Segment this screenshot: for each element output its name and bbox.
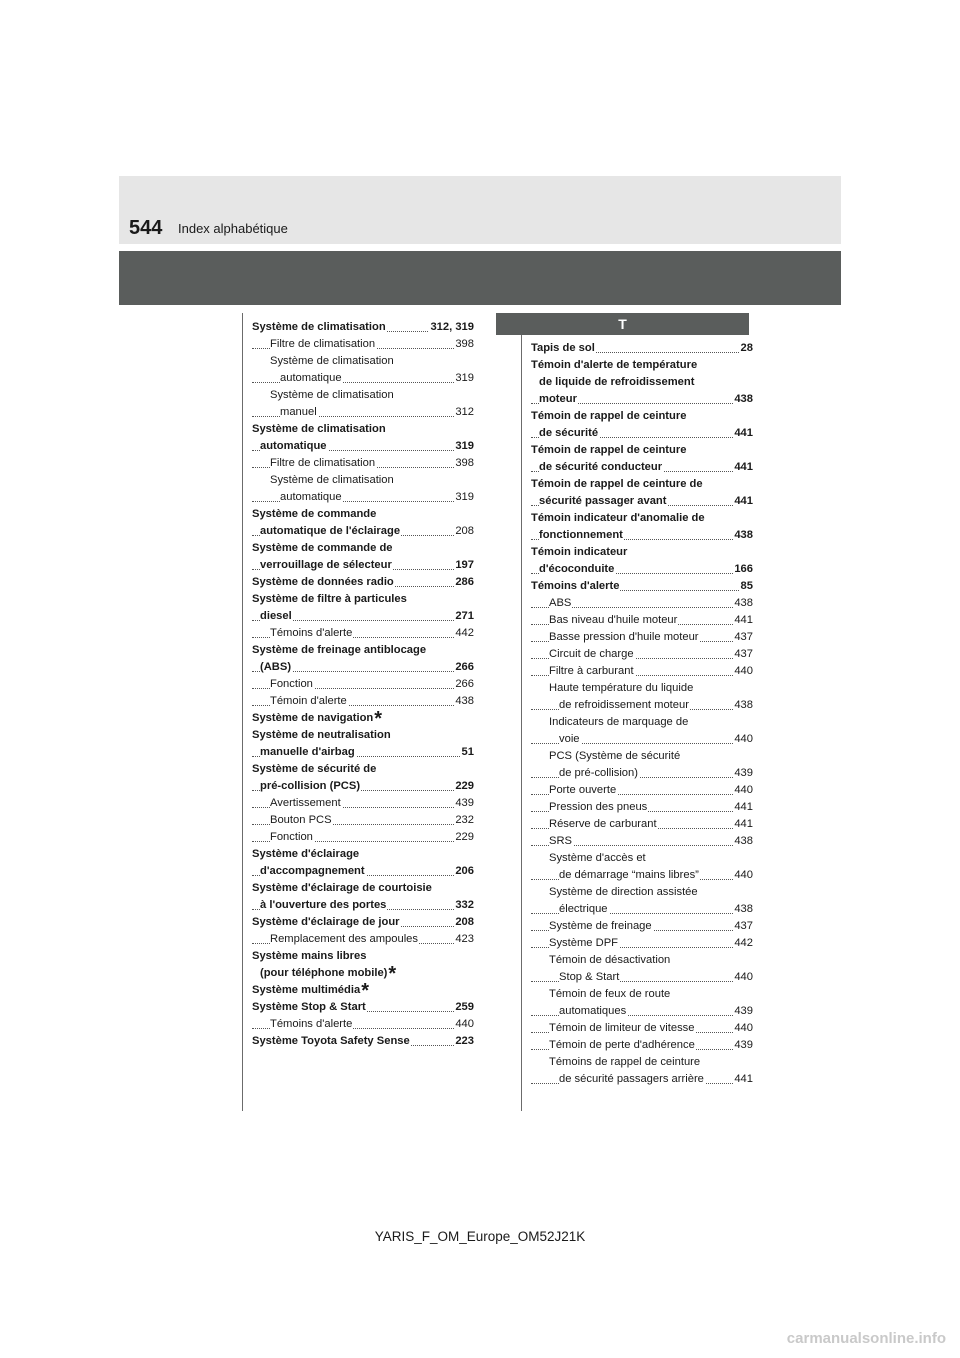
index-page-number: 441 [733, 612, 753, 629]
index-entry-text: Fonction [270, 678, 313, 690]
index-entry [531, 646, 753, 663]
index-entry [531, 357, 753, 374]
index-page-number: 223 [454, 1033, 474, 1050]
index-page-number: 440 [733, 969, 753, 986]
index-entry-text: Système de freinage [549, 920, 652, 932]
index-entry [531, 850, 753, 867]
index-entry [252, 625, 474, 642]
index-page-number: 206 [454, 863, 474, 880]
index-entry [531, 833, 753, 850]
index-entry-text: Filtre de climatisation [270, 457, 376, 469]
index-entry-text: Système Stop & Start [252, 1001, 366, 1013]
index-entry [531, 969, 753, 986]
index-entry-text: Remplacement des ampoules [270, 933, 418, 945]
index-entry-text: PCS (Système de sécurité [549, 750, 681, 762]
index-page-number: 442 [733, 935, 753, 952]
index-page-number: 259 [454, 999, 474, 1016]
index-page-number: 438 [733, 833, 753, 850]
index-entry-text: Basse pression d'huile moteur [549, 631, 699, 643]
index-entry [531, 595, 753, 612]
index-page-number: 441 [733, 816, 753, 833]
index-entry [531, 476, 753, 493]
index-entry [252, 642, 474, 659]
index-entry-text: verrouillage de sélecteur [260, 559, 392, 571]
index-entry [252, 693, 474, 710]
index-entry-text: Bas niveau d'huile moteur [549, 614, 678, 626]
index-entry-text: Témoin de rappel de ceinture [531, 410, 687, 422]
index-entry-text: Système de données radio [252, 576, 394, 588]
index-entry [531, 714, 753, 731]
index-entry-text: Réserve de carburant [549, 818, 657, 830]
index-entry-text: Pression des pneus [549, 801, 648, 813]
index-entry [252, 710, 474, 727]
index-entry-text: Système de climatisation [270, 355, 394, 367]
index-page-number: 442 [454, 625, 474, 642]
index-entry [252, 319, 474, 336]
index-entry [531, 1054, 753, 1071]
index-entry [252, 948, 474, 965]
middle-column-rule [521, 313, 522, 1111]
index-entry-text: de sécurité conducteur [539, 461, 663, 473]
index-entry-text: Système de climatisation [252, 423, 386, 435]
index-page-number: 319 [454, 370, 474, 387]
index-page-number: 208 [454, 914, 474, 931]
footnote-star: * [374, 710, 383, 727]
index-entry-text: Témoin de désactivation [549, 954, 671, 966]
index-entry-text: manuel [280, 406, 317, 418]
index-page-number: 438 [733, 595, 753, 612]
left-index-column [252, 319, 474, 1050]
index-entry-text: Système de sécurité de [252, 763, 377, 775]
index-entry [531, 612, 753, 629]
left-column-rule [242, 313, 243, 1111]
index-entry [252, 506, 474, 523]
section-title: Index alphabétique [178, 221, 288, 236]
index-entry [531, 391, 753, 408]
index-entry-text: Système mains libres [252, 950, 367, 962]
index-entry-text: Fonction [270, 831, 313, 843]
index-entry [531, 799, 753, 816]
index-page-number: 441 [733, 493, 753, 510]
index-entry [531, 748, 753, 765]
index-entry-text: ABS [549, 597, 572, 609]
index-page-number: 312 [454, 404, 474, 421]
index-entry-text: à l'ouverture des portes [260, 899, 387, 911]
index-page-number: 229 [454, 829, 474, 846]
index-entry [252, 829, 474, 846]
index-entry-text: de sécurité [539, 427, 599, 439]
index-entry [252, 523, 474, 540]
index-entry-text: Témoin de limiteur de vitesse [549, 1022, 695, 1034]
index-entry [531, 663, 753, 680]
index-entry [252, 778, 474, 795]
index-page-number: 423 [454, 931, 474, 948]
index-page-number: 440 [733, 867, 753, 884]
index-entry [531, 425, 753, 442]
index-entry-text: Système d'éclairage [252, 848, 360, 860]
index-entry-text: Témoin indicateur [531, 546, 628, 558]
index-page-number: 440 [733, 663, 753, 680]
index-page-number: 440 [733, 731, 753, 748]
index-entry-text: Circuit de charge [549, 648, 634, 660]
index-entry-text: Témoins d'alerte [531, 580, 620, 592]
index-entry-text: Témoin de rappel de ceinture de [531, 478, 703, 490]
index-entry-text: (pour téléphone mobile) [260, 967, 388, 979]
index-entry [531, 986, 753, 1003]
index-entry [531, 578, 753, 595]
index-page-number: 439 [454, 795, 474, 812]
index-entry [531, 680, 753, 697]
index-page-number: 440 [454, 1016, 474, 1033]
index-entry-text: automatique de l'éclairage [260, 525, 401, 537]
index-page-number: 441 [733, 799, 753, 816]
index-entry [252, 540, 474, 557]
index-page-number: 232 [454, 812, 474, 829]
index-page-number: 332 [454, 897, 474, 914]
watermark: carmanualsonline.info [786, 1330, 946, 1347]
index-entry-text: Système d'éclairage de jour [252, 916, 400, 928]
index-entry [531, 408, 753, 425]
index-entry-text: Système de filtre à particules [252, 593, 407, 605]
index-page-number: 319 [454, 438, 474, 455]
index-entry [252, 676, 474, 693]
index-entry [531, 1020, 753, 1037]
index-entry-text: Système de navigation [252, 712, 374, 724]
index-entry [252, 982, 474, 999]
index-entry-text: Témoin de perte d'adhérence [549, 1039, 695, 1051]
index-entry [252, 387, 474, 404]
index-entry [252, 1033, 474, 1050]
index-entry-text: Stop & Start [559, 971, 620, 983]
index-page-number: 438 [733, 697, 753, 714]
index-page-number: 229 [454, 778, 474, 795]
right-index-column [531, 340, 753, 1088]
index-entry-text: Témoin de rappel de ceinture [531, 444, 687, 456]
index-entry [531, 629, 753, 646]
index-entry-text: pré-collision (PCS) [260, 780, 361, 792]
header-dark-band [119, 251, 841, 305]
index-entry [531, 493, 753, 510]
index-entry [531, 782, 753, 799]
index-entry-text: Bouton PCS [270, 814, 332, 826]
index-entry-text: Système DPF [549, 937, 619, 949]
index-page-number: 437 [733, 646, 753, 663]
index-entry [252, 846, 474, 863]
index-entry [531, 952, 753, 969]
index-entry [252, 574, 474, 591]
index-entry [252, 438, 474, 455]
index-entry [531, 544, 753, 561]
index-page-number: 441 [733, 459, 753, 476]
index-entry-text: d'accompagnement [260, 865, 365, 877]
index-entry-text: Système de climatisation [252, 321, 386, 333]
index-entry [531, 765, 753, 782]
index-page-number: 85 [740, 578, 753, 595]
index-entry-text: Système de freinage antiblocage [252, 644, 427, 656]
index-entry-text: de sécurité passagers arrière [559, 1073, 704, 1085]
index-entry-text: voie [559, 733, 580, 745]
index-entry-text: Indicateurs de marquage de [549, 716, 689, 728]
index-page-number: 441 [733, 425, 753, 442]
index-page-number: 398 [454, 336, 474, 353]
index-entry [531, 510, 753, 527]
index-entry [531, 1003, 753, 1020]
index-entry [252, 795, 474, 812]
index-entry [252, 659, 474, 676]
letter-heading: T [496, 313, 749, 335]
index-page-number: 398 [454, 455, 474, 472]
index-entry [531, 867, 753, 884]
index-entry-text: Système de climatisation [270, 474, 394, 486]
index-entry [252, 931, 474, 948]
index-page-number: 438 [733, 391, 753, 408]
index-entry [531, 340, 753, 357]
index-entry [531, 935, 753, 952]
index-entry-text: Porte ouverte [549, 784, 617, 796]
index-page-number: 438 [733, 901, 753, 918]
index-entry-text: de pré-collision) [559, 767, 638, 779]
index-entry-text: Témoin d'alerte [270, 695, 347, 707]
index-entry-text: Système d'accès et [549, 852, 646, 864]
index-page-number: 51 [461, 744, 474, 761]
index-entry [252, 761, 474, 778]
index-entry [531, 918, 753, 935]
index-entry-text: Système de neutralisation [252, 729, 391, 741]
index-entry [252, 353, 474, 370]
index-entry-text: (ABS) [260, 661, 292, 673]
index-entry-text: automatique [280, 491, 342, 503]
index-entry [531, 731, 753, 748]
index-entry [252, 404, 474, 421]
footnote-star: * [361, 982, 370, 999]
index-entry [252, 1016, 474, 1033]
index-page-number: 166 [733, 561, 753, 578]
index-entry [252, 812, 474, 829]
index-entry-text: Avertissement [270, 797, 341, 809]
index-page-number: 286 [454, 574, 474, 591]
index-entry [252, 914, 474, 931]
index-entry [531, 816, 753, 833]
footer-document-code: YARIS_F_OM_Europe_OM52J21K [374, 1229, 586, 1244]
index-entry-text: de démarrage “mains libres” [559, 869, 699, 881]
index-entry-text: Système multimédia [252, 984, 361, 996]
index-entry [531, 901, 753, 918]
index-entry [252, 744, 474, 761]
index-page-number: 439 [733, 1037, 753, 1054]
index-page-number: 441 [733, 1071, 753, 1088]
index-entry-text: Témoin de feux de route [549, 988, 671, 1000]
index-entry [252, 965, 474, 982]
index-entry [252, 472, 474, 489]
index-entry-text: électrique [559, 903, 608, 915]
index-entry [531, 442, 753, 459]
index-page-number: 266 [454, 676, 474, 693]
index-page-number: 319 [454, 489, 474, 506]
index-entry [531, 697, 753, 714]
index-entry [252, 727, 474, 744]
index-entry [252, 999, 474, 1016]
index-entry [252, 455, 474, 472]
index-entry-text: Système Toyota Safety Sense [252, 1035, 410, 1047]
index-page-number: 312, 319 [429, 319, 474, 336]
index-entry [252, 880, 474, 897]
index-page-number: 439 [733, 765, 753, 782]
index-page-number: 28 [740, 340, 753, 357]
footnote-star: * [388, 965, 397, 982]
index-entry [531, 1071, 753, 1088]
index-page-number: 271 [454, 608, 474, 625]
page-number: 544 [129, 217, 163, 239]
index-page-number: 437 [733, 918, 753, 935]
index-page-number: 437 [733, 629, 753, 646]
index-entry [252, 557, 474, 574]
index-entry-text: automatiques [559, 1005, 627, 1017]
index-entry-text: Témoin d'alerte de température [531, 359, 698, 371]
index-entry-text: de refroidissement moteur [559, 699, 689, 711]
index-entry-text: Système d'éclairage de courtoisie [252, 882, 432, 894]
index-entry-text: Filtre à carburant [549, 665, 634, 677]
index-entry-text: Témoins de rappel de ceinture [549, 1056, 701, 1068]
index-entry [531, 884, 753, 901]
index-entry-text: Tapis de sol [531, 342, 595, 354]
index-entry [531, 561, 753, 578]
index-entry [252, 863, 474, 880]
index-entry-text: Témoin indicateur d'anomalie de [531, 512, 705, 524]
index-entry [252, 489, 474, 506]
index-entry-text: Système de commande de [252, 542, 393, 554]
index-page-number: 197 [454, 557, 474, 574]
index-page-number: 440 [733, 782, 753, 799]
index-entry [531, 374, 753, 391]
index-page-number: 266 [454, 659, 474, 676]
index-entry-text: SRS [549, 835, 573, 847]
index-entry [252, 608, 474, 625]
index-page-number: 439 [733, 1003, 753, 1020]
index-entry [252, 897, 474, 914]
index-entry-text: manuelle d'airbag [260, 746, 355, 758]
index-entry-text: d'écoconduite [539, 563, 615, 575]
index-entry [252, 336, 474, 353]
index-entry-text: Haute température du liquide [549, 682, 694, 694]
index-page-number: 438 [454, 693, 474, 710]
index-entry [531, 1037, 753, 1054]
index-page-number: 208 [454, 523, 474, 540]
index-entry-text: Système de direction assistée [549, 886, 698, 898]
index-entry-text: diesel [260, 610, 292, 622]
index-entry-text: moteur [539, 393, 577, 405]
index-entry-text: Système de commande [252, 508, 377, 520]
index-entry-text: Témoins d'alerte [270, 1018, 353, 1030]
index-page-number: 440 [733, 1020, 753, 1037]
index-entry-text: de liquide de refroidissement [539, 376, 695, 388]
index-entry-text: sécurité passager avant [539, 495, 667, 507]
index-entry [252, 591, 474, 608]
index-entry-text: Filtre de climatisation [270, 338, 376, 350]
index-entry-text: Témoins d'alerte [270, 627, 353, 639]
index-entry-text: Système de climatisation [270, 389, 394, 401]
index-entry [252, 421, 474, 438]
index-entry [531, 527, 753, 544]
index-entry-text: automatique [280, 372, 342, 384]
index-entry [252, 370, 474, 387]
index-entry-text: fonctionnement [539, 529, 623, 541]
index-entry-text: automatique [260, 440, 327, 452]
index-entry [531, 459, 753, 476]
index-page-number: 438 [733, 527, 753, 544]
